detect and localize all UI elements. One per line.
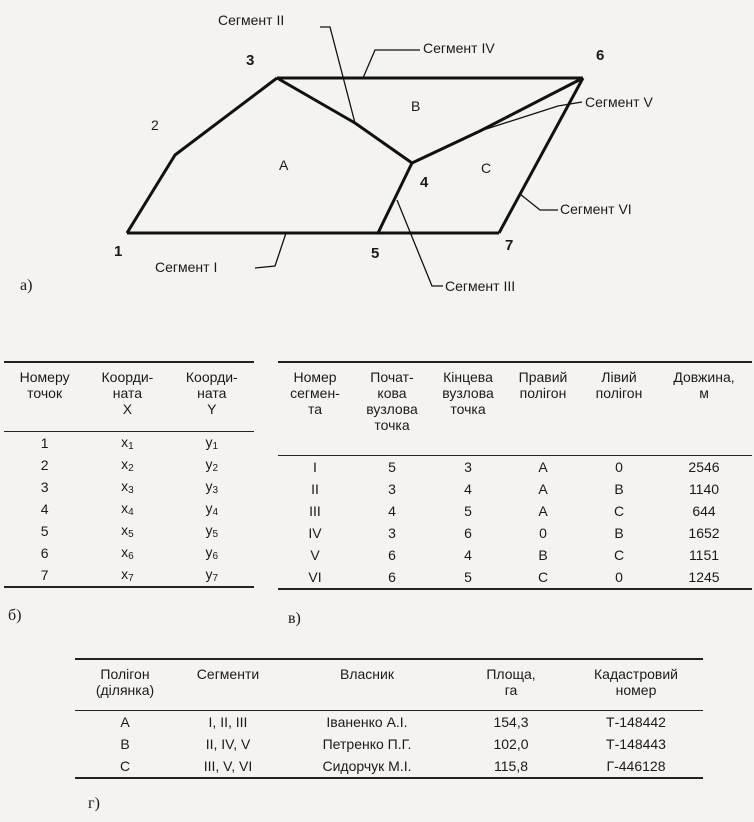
segments-cell: B <box>538 547 548 563</box>
point-x-cell <box>85 542 169 564</box>
boundary-1-2-3 <box>127 78 277 233</box>
table-row <box>75 711 703 734</box>
point-y-symbol: y <box>205 478 213 494</box>
table-row <box>4 476 254 498</box>
segments-cell: C <box>537 569 549 585</box>
parcels-cell: III, V, VI <box>203 758 253 774</box>
segments-cell: I <box>313 459 317 475</box>
point-6-label: 6 <box>596 47 605 64</box>
table-b-caption: б) <box>8 607 22 624</box>
point-4-label: 4 <box>420 174 429 191</box>
polygon-b-label: B <box>411 98 421 114</box>
segments-header-row <box>278 362 752 456</box>
segments-cell: 0 <box>615 459 623 475</box>
segments-cell: A <box>538 503 548 519</box>
points-header-y <box>170 362 254 432</box>
point-y-subscript: 1 <box>212 441 219 452</box>
parcels-header-row <box>75 659 703 711</box>
parcels-header-3 <box>453 659 569 711</box>
segments-header-4 <box>582 362 656 456</box>
point-y-cell <box>170 564 254 587</box>
point-y-cell <box>170 454 254 476</box>
table-v-caption: в) <box>288 610 301 627</box>
segments-cell: VI <box>308 569 322 585</box>
point-x-subscript: 1 <box>128 441 134 452</box>
parcels-cell: 115,8 <box>494 758 528 774</box>
point-number-cell: 2 <box>40 457 49 473</box>
leader-segment-iv <box>363 50 420 78</box>
table-row <box>4 498 254 520</box>
segments-header-text: Номер сегмен- та <box>290 369 340 417</box>
parcels-header-text: Власник <box>340 666 394 682</box>
segments-cell: 5 <box>388 459 396 475</box>
points-header-x <box>85 362 169 432</box>
figure-a-caption: а) <box>20 277 33 294</box>
point-1-label: 1 <box>114 243 123 260</box>
segments-cell: A <box>538 481 548 497</box>
segments-cell: 1652 <box>688 525 720 541</box>
segments-table-body <box>278 456 752 590</box>
point-x-cell <box>85 476 169 498</box>
point-number-cell: 4 <box>40 501 49 517</box>
parcels-cell: B <box>120 736 130 752</box>
segments-cell: 4 <box>464 547 472 563</box>
table-row <box>278 566 752 589</box>
point-y-cell <box>170 498 254 520</box>
point-y-cell <box>170 432 254 455</box>
segments-cell: C <box>613 503 625 519</box>
table-g-caption: г) <box>88 795 100 812</box>
parcels-cell: Т-148442 <box>606 714 666 730</box>
point-3-label: 3 <box>246 52 255 69</box>
point-x-subscript: 4 <box>128 507 134 518</box>
segments-cell: B <box>614 481 624 497</box>
parcels-header-1 <box>175 659 281 711</box>
point-x-symbol: x <box>121 544 129 560</box>
segments-header-text: Кінцева вузлова точка <box>442 369 494 417</box>
table-row <box>4 432 254 455</box>
table-row <box>4 520 254 542</box>
parcels-cell: 154,3 <box>493 714 529 730</box>
parcels-cell: Г-446128 <box>606 758 666 774</box>
segment-ii-line <box>277 78 412 163</box>
point-y-subscript: 3 <box>212 485 219 496</box>
parcels-table-body <box>75 711 703 779</box>
segment-ii-label: Сегмент II <box>218 12 285 28</box>
leader-segment-ii <box>320 27 355 123</box>
segments-cell: 644 <box>692 503 716 519</box>
parcels-header-text: Площа, га <box>486 666 536 698</box>
point-7-label: 7 <box>505 237 514 254</box>
point-x-subscript: 6 <box>128 551 134 562</box>
points-header-x-text: Коорди- ната X <box>101 369 154 417</box>
segments-cell: 6 <box>464 525 472 541</box>
parcels-cell: A <box>120 714 130 730</box>
segments-cell: 5 <box>464 569 472 585</box>
table-row <box>278 478 752 500</box>
segment-iii-line <box>378 163 412 233</box>
parcels-cell: C <box>119 758 131 774</box>
table-row <box>4 542 254 564</box>
point-x-cell <box>85 454 169 476</box>
segments-cell: 0 <box>539 525 547 541</box>
point-y-subscript: 4 <box>212 507 219 518</box>
point-number-cell: 5 <box>40 523 49 539</box>
parcels-cell: Петренко П.Г. <box>322 736 412 752</box>
point-x-cell <box>85 432 169 455</box>
table-row <box>4 454 254 476</box>
parcels-cell: Т-148443 <box>606 736 666 752</box>
point-y-symbol: y <box>205 456 213 472</box>
parcels-header-4 <box>569 659 703 711</box>
point-x-cell <box>85 564 169 587</box>
points-header-y-text: Коорди- ната Y <box>185 369 238 417</box>
point-x-symbol: x <box>121 478 129 494</box>
segments-header-2 <box>432 362 504 456</box>
point-y-cell <box>170 520 254 542</box>
segments-header-3 <box>504 362 582 456</box>
parcels-header-text: Сегменти <box>196 666 260 682</box>
table-row <box>75 755 703 778</box>
point-y-cell <box>170 476 254 498</box>
points-table <box>4 361 254 588</box>
parcels-header-2 <box>281 659 453 711</box>
segments-cell: 3 <box>388 525 396 541</box>
polygon-c-label: C <box>481 160 492 176</box>
parcels-header-text: Кадастровий номер <box>594 666 678 698</box>
segments-cell: 4 <box>464 481 472 497</box>
point-number-cell: 6 <box>40 545 49 561</box>
point-number-cell: 7 <box>40 567 49 583</box>
segments-cell: 3 <box>388 481 396 497</box>
point-x-symbol: x <box>121 566 129 582</box>
leader-segment-vi <box>520 194 558 210</box>
point-y-symbol: y <box>205 544 213 560</box>
points-header-number <box>4 362 85 432</box>
parcels-cell: I, II, III <box>208 714 248 730</box>
segments-header-1 <box>352 362 432 456</box>
table-row <box>278 544 752 566</box>
segments-cell: 4 <box>388 503 396 519</box>
point-x-subscript: 5 <box>128 529 134 540</box>
table-row <box>278 456 752 479</box>
point-y-subscript: 2 <box>212 463 219 474</box>
segments-cell: 6 <box>388 547 396 563</box>
point-y-symbol: y <box>205 500 213 516</box>
parcels-cell: Сидорчук М.І. <box>322 758 412 774</box>
point-5-label: 5 <box>371 245 380 262</box>
point-x-symbol: x <box>121 456 129 472</box>
leader-segment-iii <box>397 200 443 286</box>
segment-vi-label: Сегмент VI <box>560 201 632 217</box>
segments-cell: A <box>538 459 548 475</box>
leader-segment-i <box>255 233 286 268</box>
segments-table <box>278 361 752 590</box>
table-row <box>278 522 752 544</box>
point-y-subscript: 5 <box>212 529 219 540</box>
point-x-symbol: x <box>121 500 129 516</box>
segments-header-text: Почат- кова вузлова точка <box>366 369 418 433</box>
segments-cell: 6 <box>388 569 396 585</box>
parcels-header-text: Полігон (ділянка) <box>95 666 155 698</box>
table-row <box>278 500 752 522</box>
segments-cell: 2546 <box>688 459 720 475</box>
segments-cell: II <box>311 481 319 497</box>
point-x-subscript: 3 <box>128 485 134 496</box>
parcel-diagram <box>0 0 754 340</box>
segments-cell: III <box>309 503 321 519</box>
segments-cell: 1140 <box>688 481 720 497</box>
polygon-a-label: A <box>279 157 289 173</box>
point-y-symbol: y <box>205 522 213 538</box>
segment-i-label: Сегмент I <box>155 259 218 275</box>
segments-cell: 0 <box>615 569 623 585</box>
segments-header-text: Лівий полігон <box>595 369 643 401</box>
parcels-header-0 <box>75 659 175 711</box>
segment-iv-label: Сегмент IV <box>423 40 495 56</box>
points-header-number-text: Номеру точок <box>19 369 70 401</box>
point-x-cell <box>85 520 169 542</box>
point-y-cell <box>170 542 254 564</box>
segments-header-0 <box>278 362 352 456</box>
point-y-subscript: 7 <box>212 573 219 584</box>
segments-cell: C <box>613 547 625 563</box>
point-y-symbol: y <box>205 566 213 582</box>
table-row <box>4 564 254 587</box>
segments-cell: 1245 <box>688 569 720 585</box>
point-x-subscript: 2 <box>128 463 134 474</box>
point-y-symbol: y <box>205 434 213 450</box>
segments-cell: 3 <box>464 459 472 475</box>
parcels-cell: 102,0 <box>493 736 529 752</box>
points-table-body <box>4 432 254 588</box>
segment-v-label: Сегмент V <box>585 94 653 110</box>
point-y-subscript: 6 <box>212 551 219 562</box>
segments-cell: V <box>310 547 320 563</box>
point-x-cell <box>85 498 169 520</box>
parcels-table <box>75 658 703 779</box>
point-number-cell: 1 <box>40 435 49 451</box>
segment-v-line <box>412 78 583 163</box>
segments-cell: IV <box>308 525 322 541</box>
segments-cell: B <box>614 525 624 541</box>
point-x-symbol: x <box>121 434 129 450</box>
parcels-cell: Іваненко А.І. <box>326 714 408 730</box>
segments-header-text: Правий полігон <box>518 369 568 401</box>
segments-header-5 <box>656 362 752 456</box>
segments-header-text: Довжина, м <box>673 369 735 401</box>
point-2-label: 2 <box>151 117 159 133</box>
segment-iii-label: Сегмент III <box>445 278 516 294</box>
parcels-cell: II, IV, V <box>205 736 251 752</box>
table-row <box>75 733 703 755</box>
segments-cell: 1151 <box>688 547 720 563</box>
point-x-symbol: x <box>121 522 129 538</box>
segments-cell: 5 <box>464 503 472 519</box>
point-x-subscript: 7 <box>128 573 134 584</box>
point-number-cell: 3 <box>40 479 49 495</box>
